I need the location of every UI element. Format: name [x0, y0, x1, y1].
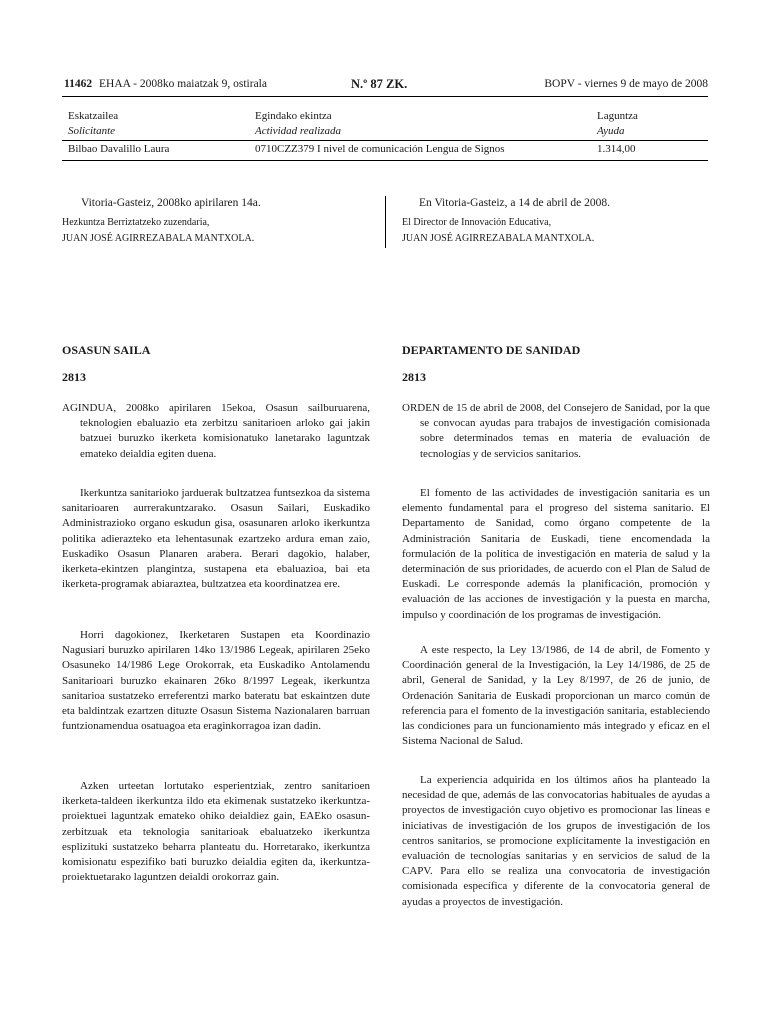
paragraph-es-3-block: [402, 773, 710, 910]
header-rule: [62, 96, 708, 97]
table-cell-applicant: Bilbao Davalillo Laura: [68, 143, 170, 155]
page-number: 11462: [64, 78, 93, 90]
table-header-activity-es: Actividad realizada: [255, 125, 342, 137]
order-title-es: ORDEN de 15 de abril de 2008, del Consejero de Sanidad, por la que se convocan ayudas para trabajos de investigación comisionada sobre determinados temas en materia de evaluación de tecnologías y de servicios sanitarios.: [402, 402, 710, 460]
signature-right-role: El Director de Innovación Educativa,: [402, 217, 552, 228]
paragraph-eu-1-block: [62, 486, 370, 592]
header-left-text: EHAA - 2008ko maiatzak 9, ostirala: [99, 78, 267, 90]
signature-right-name: JUAN JOSÉ AGIRREZABALA MANTXOLA.: [402, 233, 595, 244]
issue-number: N.º 87 ZK.: [351, 77, 408, 91]
table-header-amount-eu: Laguntza: [597, 110, 638, 122]
paragraph-es-2: A este respecto, la Ley 13/1986, de 14 de abril, de Fomento y Coordinación general de la Investigación, la Ley 14/1986, de 25 de abril, General de Sanidad, y la Ley 8/1997, de 26 de junio, de Ordenación Sanitaria de Euskadi proporcionan un marco común de referencia para el fomento de la investigación sanitaria, estableciendo las condiciones para un funcionamiento más integrado y eficaz en el Sistema Nacional de Salud.: [402, 644, 710, 748]
paragraph-eu-2: Horri dagokionez, Ikerketaren Sustapen eta Koordinazio Nagusiari buruzko apirilaren 14ko 13/1986 Legeak, apirilaren 25eko Osasuneko 14/1986 Lege Orokorrak, eta Euskadiko Antolamendu Sanitarioari buruzko ekainaren 26ko 8/1997 Legeak, ikerkuntza sanitarioa sustatzeko erreferentzi marko bateratu bat eskaintzen dute eta baldintzak ezartzen dituzte Osasun Sistema Nazionalaren barruan funtzionamendua osatuagoa eta eraginkorragoa izan dadin.: [62, 629, 370, 733]
paragraph-eu-3: Azken urteetan lortutako esperientziak, zentro sanitarioen ikerketa-taldeen ikerkuntza ildo eta ekimenak sustatzeko ikerkuntza-proiektuei laguntzak emateko ohiko deialdiez gain, EAEko osasun-zerbitzuak eta teknologia sanitarioak ebaluatzeko ikerkuntza esplizituki sustatzeko beharra planteatu du. Horretarako, ikerkuntza komisionatu espezifiko bati buruzko deialdia egiten da, ikerkuntza-proiektuetarako laguntzen deialdi orokorraz gain.: [62, 780, 370, 884]
page-header-left: [64, 78, 267, 90]
table-header-applicant-es: Solicitante: [68, 125, 116, 137]
department-heading-es: DEPARTAMENTO DE SANIDAD: [402, 343, 581, 357]
table-header-amount: [597, 109, 638, 139]
paragraph-es-3: La experiencia adquirida en los últimos años ha planteado la necesidad de que, además de las convocatorias habituales de ayudas a proyectos de investigación cuyo objetivo es promocionar las líneas e iniciativas de investigación de los grupos de investigación de los centros sanitarios, se promocione explícitamente la investigación en evaluación de tecnologías sanitarias y en servicios de salud de la CAPV. Para ello se realiza una convocatoria de investigación comisionada específica y diferente de la convocatoria general de ayudas a proyectos de investigación.: [402, 774, 710, 908]
paragraph-es-2-block: [402, 643, 710, 749]
table-header-amount-es: Ayuda: [597, 125, 625, 137]
order-text-eu-block: [62, 401, 370, 462]
paragraph-eu-2-block: [62, 628, 370, 734]
paragraph-es-1: El fomento de las actividades de investigación sanitaria es un elemento fundamental para el progreso del sistema sanitario. El Departamento de Sanidad, como órgano competente de la Administración Sanitaria de Euskadi, tiene encomendada la formulación de la política de investigación en materia de salud y la determinación de sus prioridades, de acuerdo con el Plan de Salud de Euskadi. Le corresponde además la planificación, promoción y evaluación de las acciones de investigación y la puesta en marcha, impulso y coordinación de los programas de investigación.: [402, 487, 710, 621]
table-header-activity-eu: Egindako ekintza: [255, 110, 332, 122]
paragraph-es-1-block: [402, 486, 710, 623]
paragraph-eu-3-block: [62, 779, 370, 885]
table-header-applicant: [68, 109, 118, 139]
table-header-applicant-eu: Eskatzailea: [68, 110, 119, 122]
table-cell-amount: 1.314,00: [597, 143, 636, 155]
document-number-eu: 2813: [62, 370, 86, 384]
order-text-es-block: [402, 401, 710, 462]
table-header-rule: [62, 140, 708, 141]
signature-left-date: Vitoria-Gasteiz, 2008ko apirilaren 14a.: [81, 197, 261, 209]
signature-left-role: Hezkuntza Berriztatzeko zuzendaria,: [62, 217, 210, 228]
table-bottom-rule: [62, 160, 708, 161]
table-header-activity: [255, 109, 341, 139]
signature-left-name: JUAN JOSÉ AGIRREZABALA MANTXOLA.: [62, 233, 255, 244]
header-right-text: BOPV - viernes 9 de mayo de 2008: [544, 78, 708, 90]
department-heading-eu: OSASUN SAILA: [62, 343, 151, 357]
table-cell-activity: 0710CZZ379 I nivel de comunicación Lengua de Signos: [255, 143, 505, 155]
order-title-eu: AGINDUA, 2008ko apirilaren 15ekoa, Osasun sailburuarena, teknologien ebaluazio eta zerbitzu sanitarioen arloko gai jakin batzuei buruzko ikerketa komisionatuko lanetarako laguntzak emateko deialdia egiten duena.: [62, 402, 370, 460]
signature-right-date: En Vitoria-Gasteiz, a 14 de abril de 2008.: [419, 197, 611, 209]
paragraph-eu-1: Ikerkuntza sanitarioko jarduerak bultzatzea funtsezkoa da sistema sanitarioaren aurrerakuntzarako. Osasun Sailari, Euskadiko Administrazioko organo eskudun gisa, osasunaren arloko ikerkuntza politika adierazteko eta lehentasunak ezartzeko ardura eman zaio, Euskadiko Osasun Planaren arabera. Berari dagokio, halaber, ikerketa-ekintzen plangintza, sustapena eta ebaluazioa, bai eta ikerketa-programak abiaraztea, bultzatzea eta koordinatzea ere.: [62, 487, 370, 591]
column-divider: [385, 196, 386, 248]
document-number-es: 2813: [402, 370, 426, 384]
